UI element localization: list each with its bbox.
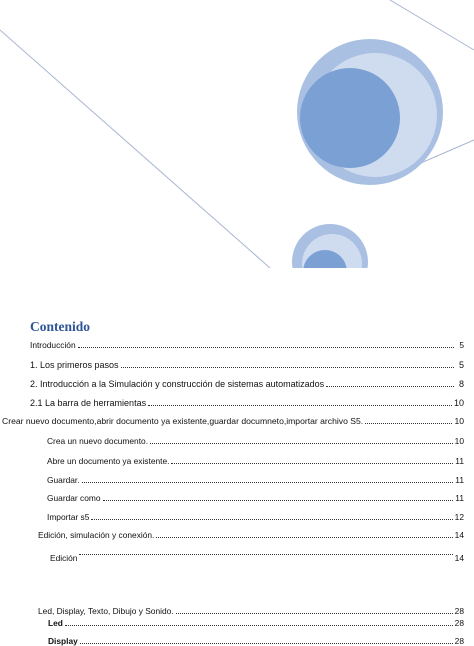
toc-entry-page: 28 (454, 606, 464, 616)
toc-entry-label: 2.1 La barra de herramientas (30, 398, 147, 408)
toc-leader (156, 536, 452, 538)
toc-entry-label: Display (48, 636, 78, 646)
toc-entry[interactable] (38, 530, 464, 540)
toc-entry[interactable] (50, 553, 464, 565)
toc-entry[interactable] (2, 416, 464, 426)
toc-leader (91, 518, 452, 520)
toc-entry-label: Crea un nuevo documento. (47, 436, 149, 446)
toc-entry[interactable] (30, 340, 464, 350)
toc-entry-label: Led (48, 618, 63, 628)
toc-leader (150, 442, 453, 444)
toc-entry-label: 2. Introducción a la Simulación y construcción de sistemas automatizados (30, 379, 325, 389)
toc-entry-page: 11 (455, 456, 464, 466)
toc-entry[interactable] (47, 436, 464, 446)
toc-entry-label: Edición, simulación y conexión. (38, 530, 155, 540)
toc-entry-page: 28 (454, 618, 464, 628)
toc-entry-label: Introducción (30, 340, 76, 350)
toc-entry-label: Guardar como (47, 493, 101, 503)
toc-entry-label: Crear nuevo documento,abrir documento ya existente,guardar documneto,importar archivo S5. (2, 416, 364, 426)
toc-leader (365, 422, 452, 424)
toc-entry-label: Edición (50, 553, 78, 563)
toc-leader (326, 385, 454, 387)
toc-entry[interactable] (48, 618, 464, 628)
toc-entry-page: 28 (454, 636, 464, 646)
toc-leader (79, 553, 452, 555)
toc-entry-page: 11 (455, 475, 464, 485)
toc-entry-page: 10 (454, 436, 464, 446)
page-gap (0, 567, 474, 604)
toc-entry-label: 1. Los primeros pasos (30, 360, 119, 370)
table-of-contents (2, 318, 464, 563)
big-circle-inner (300, 68, 400, 168)
toc-leader (121, 366, 454, 368)
page-gap (0, 268, 474, 306)
toc-leader (103, 499, 454, 501)
cover-line-left (0, 30, 270, 268)
toc-overflow-clip (0, 618, 474, 632)
toc-entry[interactable] (48, 636, 464, 646)
toc-entry-page: 10 (454, 416, 464, 426)
toc-entry-page: 5 (458, 360, 464, 370)
toc-entry-page: 14 (454, 530, 464, 540)
cover-page (0, 0, 474, 268)
toc-leader (176, 612, 453, 614)
toc-entry-page: 8 (458, 379, 464, 389)
toc-leader (78, 346, 454, 348)
toc-entry-label: Importar s5 (47, 512, 90, 522)
toc-entry-page: 5 (459, 340, 464, 350)
toc-entry[interactable] (47, 493, 464, 503)
toc-entry-page: 14 (454, 553, 464, 563)
toc-entry-label: Abre un documento ya existente. (47, 456, 170, 466)
toc-leader (171, 462, 453, 464)
toc-entry[interactable] (38, 606, 464, 616)
toc-entry[interactable] (30, 398, 464, 408)
toc-entry[interactable] (47, 512, 464, 522)
cover-line-top (390, 0, 474, 50)
toc-leader (65, 624, 453, 626)
toc-leader (148, 404, 452, 406)
toc-entry-page: 11 (455, 493, 464, 503)
toc-entry-label: Led, Display, Texto, Dibujo y Sonido. (38, 606, 174, 616)
toc-leader (80, 642, 453, 644)
toc-entry-label: Guardar. (47, 475, 80, 485)
toc-entry-page: 10 (453, 398, 464, 408)
toc-entry[interactable] (47, 456, 464, 466)
toc-entry-page: 12 (454, 512, 464, 522)
toc-entry[interactable] (30, 360, 464, 370)
toc-leader (82, 481, 454, 483)
toc-entry[interactable] (30, 379, 464, 389)
cover-graphic (0, 0, 474, 268)
toc-title: Contenido (30, 319, 91, 334)
toc-entry[interactable] (47, 475, 464, 485)
